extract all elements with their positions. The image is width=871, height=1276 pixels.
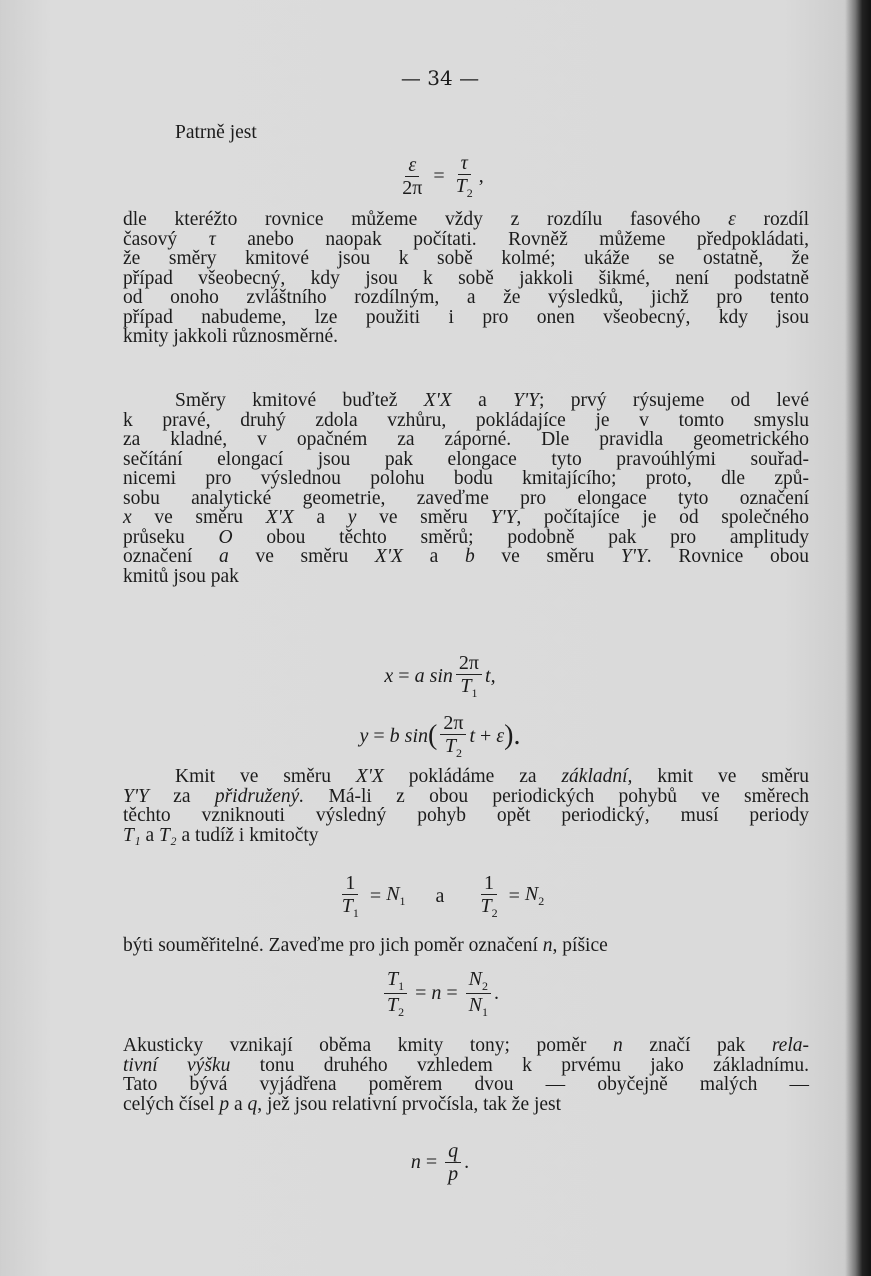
eq4-and: a	[435, 884, 445, 907]
math-symbol: y	[347, 507, 357, 528]
text-segment: , píšice	[552, 935, 608, 956]
eq3-t: t	[469, 724, 475, 747]
math-symbol: Y'Y	[513, 390, 539, 411]
text-segment: těchto vzniknouti výsledný pohyb opět periodický, musí periody	[123, 805, 809, 826]
eq1-left-den: 2π	[402, 176, 423, 199]
eq4-den1: T	[341, 895, 353, 917]
eq2-tail: t,	[485, 664, 496, 687]
eq6-equals: =	[425, 1151, 438, 1173]
eq5-num2: N	[468, 968, 483, 990]
math-symbol: a	[219, 546, 229, 567]
eq5-tail: .	[494, 982, 500, 1005]
text-line	[123, 408, 809, 431]
eq2-amplitude-sin: a sin	[414, 664, 453, 687]
text-line	[123, 783, 809, 807]
text-segment: ve směru	[474, 546, 621, 567]
equation-n-qp	[0, 1140, 871, 1185]
eq2-num: 2π	[456, 652, 482, 675]
eq3-open-paren: (	[428, 720, 438, 752]
eq5-num2-sub: 2	[482, 979, 489, 993]
text-segment: označení	[123, 546, 219, 567]
text-segment: a	[451, 390, 514, 411]
text-line	[123, 306, 809, 326]
text-segment: anebo naopak počítati. Rovněž můžeme předpokládati,	[215, 228, 809, 250]
eq4-N2-sub: 2	[538, 894, 545, 909]
eq4-den2: T	[480, 895, 492, 917]
eq4-sub2: 2	[491, 906, 498, 920]
math-symbol: přidružený.	[214, 785, 305, 807]
text-line	[123, 208, 809, 228]
text-segment: nicemi pro výslednou polohu bodu kmitajícího; proto, dle způ-	[123, 468, 809, 489]
text-line	[123, 447, 809, 470]
eq5-num1: T	[386, 968, 399, 990]
eq6-lhs: n	[410, 1151, 421, 1173]
eq2-sub: 1	[471, 686, 478, 700]
text-line	[123, 267, 809, 287]
math-symbol: O	[218, 526, 233, 548]
equation-phase-time	[0, 152, 871, 200]
text-segment: časový	[123, 228, 209, 250]
math-symbol: Y'Y	[123, 785, 149, 807]
text-segment: značí pak	[622, 1035, 772, 1056]
eq4-num2: 1	[481, 872, 497, 895]
text-line	[123, 763, 809, 787]
text-segment: rozdíl	[735, 209, 810, 230]
text-segment: . Rovnice obou	[646, 546, 810, 567]
eq3-lhs: y	[359, 724, 369, 747]
eq5-num1-sub: 1	[398, 979, 405, 993]
math-symbol: základní,	[561, 766, 633, 787]
eq4-N1-sub: 1	[399, 894, 406, 909]
eq3-sub: 2	[455, 746, 462, 760]
paragraph-3	[123, 763, 809, 846]
text-segment: Kmit ve směru	[175, 766, 356, 787]
text-segment: tonu druhého vzhledem k prvému jako základnímu.	[230, 1054, 809, 1076]
equation-y	[0, 712, 871, 760]
text-segment: a	[140, 824, 160, 846]
eq5-equals-2: =	[446, 982, 458, 1005]
text-segment: ve směru	[228, 546, 375, 567]
text-segment: býti souměřitelné. Zaveďme pro jich poměr označení	[123, 935, 543, 956]
text-line	[123, 228, 809, 248]
text-segment: ve směru	[356, 507, 491, 528]
math-symbol: Y'Y	[490, 507, 517, 528]
math-symbol: τ	[208, 228, 216, 250]
eq3-den: T	[444, 735, 456, 757]
math-symbol: tivní výšku	[123, 1054, 231, 1076]
text-line	[123, 286, 809, 306]
text-segment: kmity jakkoli různosměrné.	[123, 326, 338, 347]
intro-text: Patrně jest	[175, 122, 257, 143]
eq6-num: q	[445, 1140, 461, 1163]
page-number: — 34 —	[400, 66, 480, 90]
math-symbol: T₁	[123, 824, 141, 846]
equation-frequencies	[0, 872, 871, 920]
eq1-tail: ,	[478, 164, 484, 187]
math-symbol: X'X	[355, 766, 384, 787]
text-line	[123, 388, 810, 411]
text-line	[123, 802, 809, 826]
eq2-lhs: x	[384, 664, 394, 687]
text-segment: průseku	[123, 526, 219, 548]
math-symbol: X'X	[374, 546, 403, 567]
text-segment: sobu analytické geometrie, zaveďme pro elongace tyto označení	[123, 487, 809, 509]
text-segment: Tato bývá vyjádřena poměrem dvou — obyčejně malých —	[123, 1074, 809, 1095]
text-segment: a	[229, 1093, 248, 1115]
paragraph-2	[123, 388, 810, 587]
eq5-den2-sub: 1	[482, 1005, 489, 1020]
text-line	[123, 427, 809, 450]
text-line	[123, 466, 809, 489]
text-segment: ve směru	[131, 507, 266, 528]
eq5-den2: N	[468, 994, 483, 1017]
math-symbol: T₂	[159, 824, 177, 846]
eq3-close-paren: ).	[504, 720, 521, 752]
text-segment: že směry kmitové jsou k sobě kolmé; ukáže se ostatně, že	[123, 248, 809, 269]
text-segment: za kladné, v opačném za záporné. Dle pravidla geometrického	[123, 429, 809, 450]
text-segment: , počítajíce je od společného	[516, 507, 809, 528]
eq5-den1: T	[386, 994, 399, 1017]
text-segment: sečítání elongací jsou pak elongace tyto pravoúhlými souřad-	[123, 448, 809, 470]
text-segment: k pravé, druhý zdola vzhůru, pokládajíce je v tomto smyslu	[123, 409, 809, 431]
eq5-equals-1: =	[415, 982, 427, 1005]
math-symbol: x	[123, 507, 132, 528]
math-symbol: p	[219, 1093, 230, 1115]
text-segment: a tudíž i kmitočty	[176, 824, 319, 846]
eq3-num: 2π	[440, 712, 466, 735]
text-segment: ; prvý rýsujeme od levé	[538, 390, 810, 411]
text-line	[123, 525, 809, 548]
eq1-left-num: ε	[405, 154, 419, 177]
math-symbol: Y'Y	[620, 546, 647, 567]
text-segment: dle kteréžto rovnice můžeme vždy z rozdílu fasového	[123, 209, 729, 230]
text-segment: pokládáme za	[383, 766, 562, 787]
math-symbol: rela-	[771, 1035, 809, 1056]
text-segment: a	[402, 546, 465, 567]
text-segment: kmit ve směru	[632, 766, 809, 787]
eq2-den: T	[460, 675, 472, 697]
math-symbol: b	[464, 546, 475, 567]
eq6-tail: .	[464, 1151, 470, 1173]
eq4-sub1: 1	[352, 906, 359, 920]
text-segment: a	[293, 507, 348, 528]
math-symbol: X'X	[423, 390, 452, 411]
text-segment: za	[148, 785, 215, 807]
text-line	[123, 544, 810, 567]
eq3-epsilon: ε	[496, 724, 505, 747]
paragraph-4	[123, 933, 809, 956]
eq4-N1: N	[386, 883, 400, 906]
text-segment: Má-li z obou periodických pohybů ve směrech	[304, 785, 809, 807]
eq4-equals-2: =	[508, 884, 520, 907]
text-line	[123, 1033, 809, 1056]
paragraph-1	[123, 208, 809, 345]
eq5-n: n	[431, 982, 442, 1005]
eq5-den1-sub: 2	[398, 1005, 405, 1020]
eq4-num1: 1	[342, 872, 358, 895]
text-line	[123, 1053, 809, 1076]
eq1-equals: =	[433, 164, 445, 187]
equation-ratio	[0, 968, 871, 1019]
text-segment: Akusticky vznikají oběma kmity tony; poměr	[123, 1035, 613, 1056]
eq1-right-sub: 2	[466, 186, 473, 200]
text-segment: celých čísel	[123, 1093, 220, 1115]
eq1-right-den: T	[455, 175, 467, 197]
eq3-equals: =	[373, 724, 385, 747]
paragraph-5	[123, 1033, 809, 1115]
eq3-plus: +	[480, 724, 492, 747]
text-segment: od onoho zvláštního rozdílným, a že výsledků, jichž pro tento	[123, 287, 809, 308]
text-segment: případ nabudeme, lze použiti i pro onen všeobecný, kdy jsou	[123, 306, 809, 328]
text-segment: kmitů jsou pak	[123, 565, 239, 587]
text-line	[123, 247, 809, 267]
eq4-N2: N	[524, 883, 539, 906]
eq6-den: p	[448, 1163, 459, 1185]
text-segment: případ všeobecný, kdy jsou k sobě jakkoli šikmé, není podstatně	[123, 267, 809, 289]
eq4-equals-1: =	[369, 884, 382, 907]
text-segment: Směry kmitové buďtež	[175, 390, 424, 411]
eq2-equals: =	[398, 664, 410, 687]
text-segment: , jež jsou relativní prvočísla, tak že jest	[257, 1093, 562, 1115]
equation-x	[0, 652, 871, 700]
eq1-right-num: τ	[458, 152, 471, 175]
math-symbol: n	[612, 1035, 623, 1056]
math-symbol: X'X	[265, 507, 294, 528]
text-line	[123, 933, 809, 956]
eq3-amplitude-sin: b sin	[389, 724, 428, 747]
math-symbol: n	[542, 935, 553, 956]
text-line	[123, 1072, 809, 1095]
text-segment: obou těchto směrů; podobně pak pro amplitudy	[232, 526, 809, 548]
text-line	[123, 505, 809, 528]
math-symbol: q	[247, 1093, 258, 1115]
text-line	[123, 486, 809, 509]
math-symbol: ε	[728, 209, 736, 230]
